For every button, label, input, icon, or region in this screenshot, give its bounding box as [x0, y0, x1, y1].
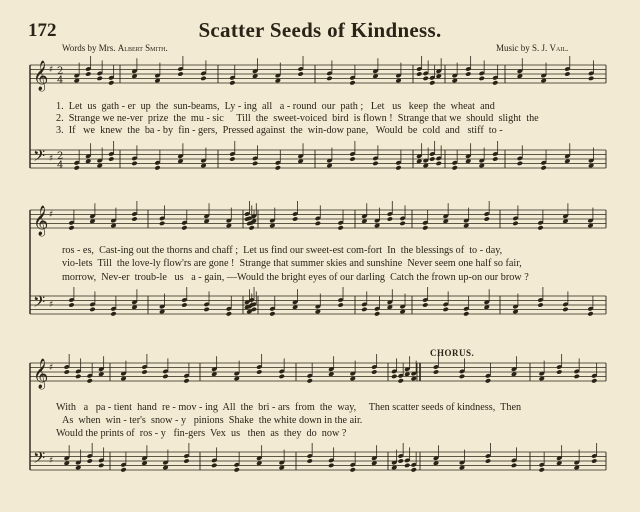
page-number: 172 — [28, 20, 57, 41]
note-head — [422, 225, 428, 230]
note-head — [512, 221, 518, 226]
note-head — [154, 165, 160, 170]
note-head — [326, 76, 332, 81]
note-head — [74, 165, 80, 170]
note-head — [423, 76, 429, 81]
time-signature-bottom: 4 — [57, 75, 64, 86]
note-head — [398, 378, 404, 383]
time-signature-top: 2 — [57, 66, 64, 77]
note-head — [328, 463, 334, 468]
note-head — [479, 76, 485, 81]
note-head — [395, 165, 401, 170]
note-head — [200, 76, 206, 81]
note-head — [229, 156, 235, 161]
note-head — [108, 80, 114, 85]
note-head — [337, 302, 343, 307]
note-head — [452, 165, 458, 170]
note-head — [120, 467, 126, 472]
sharp-icon: ♯ — [49, 363, 54, 373]
note-head — [422, 302, 428, 307]
note-head — [537, 225, 543, 230]
note-head — [361, 307, 367, 312]
note-head — [517, 161, 523, 166]
note-head — [315, 221, 321, 226]
note-head — [404, 463, 410, 468]
note-head — [141, 369, 147, 374]
note-head — [279, 374, 285, 379]
note-head — [68, 225, 74, 230]
hymn-title: Scatter Seeds of Kindness. — [198, 18, 442, 42]
note-head — [131, 216, 137, 221]
note-head — [64, 369, 70, 374]
note-head — [203, 307, 209, 312]
note-head — [374, 311, 380, 316]
note-head — [537, 302, 543, 307]
note-head — [485, 378, 491, 383]
note-head — [485, 458, 491, 463]
time-signature-bottom: 4 — [57, 160, 64, 171]
note-head — [177, 71, 183, 76]
note-head — [562, 307, 568, 312]
note-head — [349, 80, 355, 85]
note-head — [372, 161, 378, 166]
note-head — [229, 80, 235, 85]
lyric-line: As when win - ter's snow - y pinions Shake the white down in the air. — [62, 415, 363, 426]
lyric-line: vio-lets Till the love-ly flow'rs are gone ! Strange that summer skies and sunshine Never seem one half so fair, — [62, 258, 522, 269]
sharp-icon: ♯ — [49, 456, 54, 466]
note-head — [89, 307, 95, 312]
note-head — [110, 311, 116, 316]
note-head — [97, 76, 103, 81]
note-head — [108, 156, 114, 161]
note-head — [539, 467, 545, 472]
lyric-line: 2. Strange we ne-ver prize the mu - sic Till the sweet-voiced bird is flown ! Strange that we should slight the — [56, 113, 539, 124]
sharp-icon: ♯ — [49, 154, 54, 164]
note-head — [391, 374, 397, 379]
note-head — [75, 374, 81, 379]
note-head — [181, 302, 187, 307]
chorus-label: CHORUS. — [430, 348, 475, 358]
note-head — [463, 311, 469, 316]
note-head — [564, 71, 570, 76]
note-head — [459, 374, 465, 379]
note-head — [350, 467, 356, 472]
note-head — [587, 311, 593, 316]
treble-clef-icon: 𝄞 — [33, 206, 49, 236]
note-head — [183, 458, 189, 463]
note-head — [252, 161, 258, 166]
note-head — [256, 369, 262, 374]
sharp-icon: ♯ — [49, 300, 54, 310]
note-head — [226, 311, 232, 316]
note-head — [465, 71, 471, 76]
lyric-line: With a pa - tient hand re - mov - ing All the bri - ars from the way, Then scatter seeds of kindness, Then — [56, 402, 522, 413]
words-prefix: Words by Mrs. — [62, 43, 118, 53]
note-head — [484, 216, 490, 221]
note-head — [429, 156, 435, 161]
lyric-line: ros - es, Cast-ing out the thorns and chaff ; Let us find our sweet-est com-fort In the blessings of to - day, — [62, 245, 503, 256]
sharp-icon: ♯ — [49, 65, 54, 75]
note-head — [131, 161, 137, 166]
note-head — [349, 156, 355, 161]
note-head — [297, 71, 303, 76]
lyric-line: morrow, Nev-er troub-le us a - gain, —Would the bright eyes of our darling Catch the frown up-on our brow ? — [62, 272, 529, 283]
note-head — [591, 458, 597, 463]
note-head — [234, 467, 240, 472]
note-head — [162, 374, 168, 379]
note-head — [85, 71, 91, 76]
music-author: Vail. — [549, 43, 569, 53]
note-head — [248, 225, 254, 230]
note-head — [387, 216, 393, 221]
treble-clef-icon: 𝄞 — [33, 359, 49, 389]
lyric-line: Would the prints of ros - y fin-gers Vex us then as they do now ? — [56, 428, 347, 439]
note-head — [436, 161, 442, 166]
note-head — [540, 165, 546, 170]
time-signature-top: 2 — [57, 151, 64, 162]
note-head — [159, 221, 165, 226]
lyric-line: 3. If we knew the ba - by fin - gers, Pressed against the win-dow pane, Would be cold and stiff to - — [56, 125, 503, 136]
note-head — [411, 467, 417, 472]
note-head — [433, 369, 439, 374]
note-head — [398, 458, 404, 463]
words-author: Albert Smith. — [117, 43, 168, 53]
note-head — [68, 302, 74, 307]
note-head — [307, 378, 313, 383]
bass-clef-icon: 𝄢 — [33, 293, 46, 315]
note-head — [399, 221, 405, 226]
lyric-line: 1. Let us gath - er up the sun-beams, Ly - ing all a - round our path ; Let us keep the wheat and — [56, 101, 495, 112]
treble-clef-icon: 𝄞 — [33, 61, 49, 91]
note-head — [337, 225, 343, 230]
note-head — [87, 458, 93, 463]
note-head — [181, 225, 187, 230]
note-head — [269, 311, 275, 316]
note-head — [275, 165, 281, 170]
note-head — [429, 80, 435, 85]
note-head — [556, 369, 562, 374]
note-head — [416, 71, 422, 76]
note-head — [588, 76, 594, 81]
note-head — [591, 378, 597, 383]
sharp-icon: ♯ — [49, 210, 54, 220]
note-head — [492, 80, 498, 85]
note-head — [211, 463, 217, 468]
bass-clef-icon: 𝄢 — [33, 449, 46, 471]
note-head — [292, 216, 298, 221]
note-head — [307, 458, 313, 463]
note-head — [98, 463, 104, 468]
note-head — [511, 463, 517, 468]
note-head — [183, 378, 189, 383]
note-head — [492, 156, 498, 161]
bass-clef-icon: 𝄢 — [33, 147, 46, 169]
note-head — [371, 369, 377, 374]
note-head — [443, 307, 449, 312]
music-prefix: Music by S. J. — [496, 43, 550, 53]
note-head — [87, 378, 93, 383]
note-head — [574, 374, 580, 379]
